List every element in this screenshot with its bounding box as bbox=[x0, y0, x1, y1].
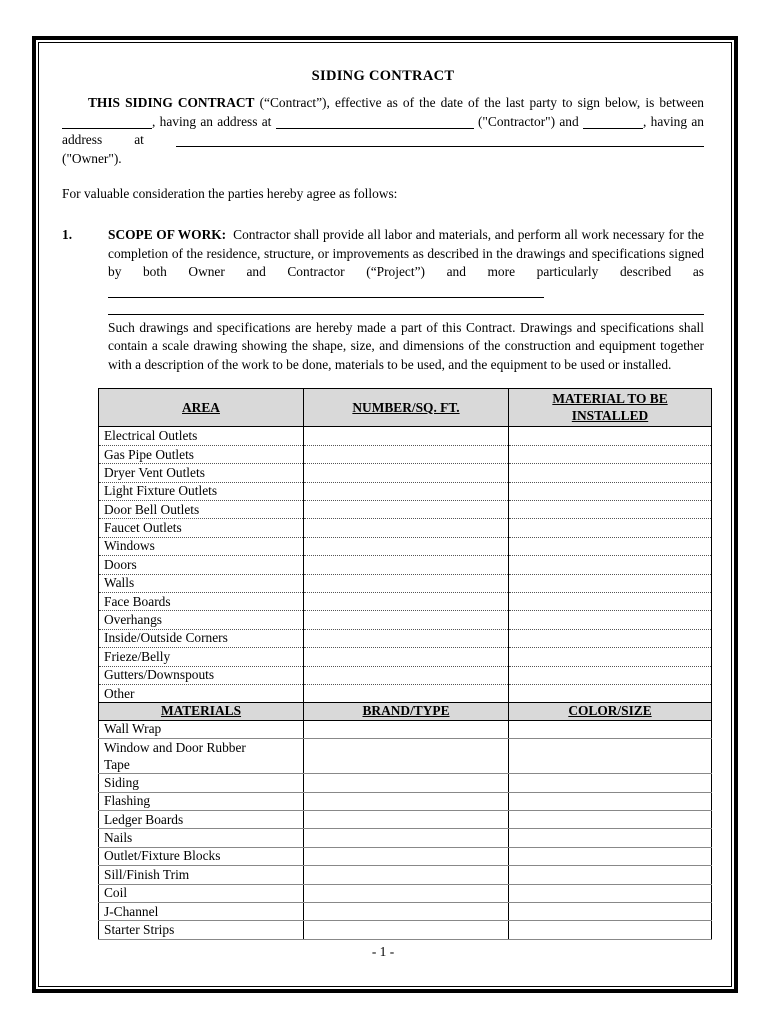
color-size-cell[interactable] bbox=[509, 847, 712, 865]
col-header-number-sqft: NUMBER/SQ. FT. bbox=[304, 389, 509, 427]
number-sqft-cell[interactable] bbox=[304, 574, 509, 592]
color-size-cell[interactable] bbox=[509, 774, 712, 792]
row-label-cell: Ledger Boards bbox=[99, 810, 304, 828]
number-sqft-cell[interactable] bbox=[304, 629, 509, 647]
brand-type-cell[interactable] bbox=[304, 810, 509, 828]
table-row bbox=[99, 427, 712, 445]
row-label-cell: Window and Door Rubber Tape bbox=[99, 739, 304, 774]
table-row bbox=[99, 629, 712, 647]
brand-type-cell[interactable] bbox=[304, 866, 509, 884]
scope-of-work-text: Contractor shall provide all labor and materials, and perform all work necessary for the completion of the residence, structure, or improvements as described in the drawings and specifications signed by both Owner and Contractor (“Project”) and more particularly described as bbox=[108, 226, 704, 280]
number-sqft-cell[interactable] bbox=[304, 556, 509, 574]
brand-type-cell[interactable] bbox=[304, 921, 509, 939]
number-sqft-cell[interactable] bbox=[304, 445, 509, 463]
color-size-cell[interactable] bbox=[509, 921, 712, 939]
number-sqft-cell[interactable] bbox=[304, 611, 509, 629]
col-header-area: AREA bbox=[99, 389, 304, 427]
material-cell[interactable] bbox=[509, 574, 712, 592]
material-cell[interactable] bbox=[509, 556, 712, 574]
material-cell[interactable] bbox=[509, 500, 712, 518]
table-row bbox=[99, 774, 712, 792]
col-header-material-installed: MATERIAL TO BE INSTALLED bbox=[509, 389, 712, 427]
intro-text-2: , having an address at bbox=[152, 113, 276, 129]
color-size-cell[interactable] bbox=[509, 829, 712, 847]
project-description-blank-line2[interactable] bbox=[108, 300, 704, 315]
material-cell[interactable] bbox=[509, 519, 712, 537]
material-cell[interactable] bbox=[509, 482, 712, 500]
material-cell[interactable] bbox=[509, 592, 712, 610]
table-row bbox=[99, 739, 712, 774]
section-1-number: 1. bbox=[62, 226, 73, 242]
table-row bbox=[99, 482, 712, 500]
intro-text-5: ("Owner"). bbox=[62, 150, 122, 166]
row-label-cell: Nails bbox=[99, 829, 304, 847]
row-label-cell: Inside/Outside Corners bbox=[99, 629, 304, 647]
brand-type-cell[interactable] bbox=[304, 774, 509, 792]
row-label-cell: J-Channel bbox=[99, 902, 304, 920]
section-1-heading: SCOPE OF WORK: bbox=[108, 226, 227, 242]
row-label-cell: Outlet/Fixture Blocks bbox=[99, 847, 304, 865]
color-size-cell[interactable] bbox=[509, 739, 712, 774]
material-cell[interactable] bbox=[509, 537, 712, 555]
table-row bbox=[99, 537, 712, 555]
table-row bbox=[99, 720, 712, 738]
drawings-specifications-paragraph: Such drawings and specifications are hereby made a part of this Contract. Drawings and specifications shall contain a scale drawing showing the shape, size, and dimensions of the construction and equipment together with a description of the work to be done, materials to be used, and the equipment to be used or installed. bbox=[108, 319, 704, 372]
section-1-body bbox=[108, 226, 704, 374]
table-row bbox=[99, 464, 712, 482]
row-label-cell: Coil bbox=[99, 884, 304, 902]
number-sqft-cell[interactable] bbox=[304, 482, 509, 500]
table-row bbox=[99, 884, 712, 902]
owner-name-blank[interactable] bbox=[583, 127, 643, 129]
row-label-cell: Sill/Finish Trim bbox=[99, 866, 304, 884]
brand-type-cell[interactable] bbox=[304, 829, 509, 847]
row-label-cell: Electrical Outlets bbox=[99, 427, 304, 445]
row-label-cell: Door Bell Outlets bbox=[99, 500, 304, 518]
materials-header-row bbox=[99, 703, 712, 721]
material-cell[interactable] bbox=[509, 666, 712, 684]
number-sqft-cell[interactable] bbox=[304, 666, 509, 684]
number-sqft-cell[interactable] bbox=[304, 500, 509, 518]
col-header-color-size: COLOR/SIZE bbox=[509, 703, 712, 721]
table-row bbox=[99, 519, 712, 537]
number-sqft-cell[interactable] bbox=[304, 592, 509, 610]
row-label-cell: Doors bbox=[99, 556, 304, 574]
intro-text-1: (“Contract”), effective as of the date of the last party to sign below, is between bbox=[254, 95, 704, 110]
number-sqft-cell[interactable] bbox=[304, 427, 509, 445]
number-sqft-cell[interactable] bbox=[304, 648, 509, 666]
brand-type-cell[interactable] bbox=[304, 739, 509, 774]
consideration-line: For valuable consideration the parties hereby agree as follows: bbox=[62, 186, 398, 202]
row-label-cell: Siding bbox=[99, 774, 304, 792]
row-label-cell: Frieze/Belly bbox=[99, 648, 304, 666]
table-row bbox=[99, 684, 712, 702]
row-label-cell: Gas Pipe Outlets bbox=[99, 445, 304, 463]
table-row bbox=[99, 445, 712, 463]
row-label-cell: Starter Strips bbox=[99, 921, 304, 939]
siding-specification-table bbox=[98, 388, 712, 939]
row-label-cell: Walls bbox=[99, 574, 304, 592]
material-cell[interactable] bbox=[509, 684, 712, 702]
page-number: - 1 - bbox=[371, 943, 395, 959]
color-size-cell[interactable] bbox=[509, 866, 712, 884]
number-sqft-cell[interactable] bbox=[304, 519, 509, 537]
material-cell[interactable] bbox=[509, 464, 712, 482]
color-size-cell[interactable] bbox=[509, 902, 712, 920]
table-row bbox=[99, 556, 712, 574]
color-size-cell[interactable] bbox=[509, 884, 712, 902]
number-sqft-cell[interactable] bbox=[304, 464, 509, 482]
row-label-cell: Wall Wrap bbox=[99, 720, 304, 738]
color-size-cell[interactable] bbox=[509, 810, 712, 828]
number-sqft-cell[interactable] bbox=[304, 684, 509, 702]
table-row bbox=[99, 810, 712, 828]
table-row bbox=[99, 792, 712, 810]
material-cell[interactable] bbox=[509, 629, 712, 647]
row-label-cell: Other bbox=[99, 684, 304, 702]
table-row bbox=[99, 666, 712, 684]
table-row bbox=[99, 574, 712, 592]
intro-text-3: ("Contractor") and bbox=[473, 113, 583, 129]
row-label-cell: Faucet Outlets bbox=[99, 519, 304, 537]
table-row bbox=[99, 648, 712, 666]
area-header-row bbox=[99, 389, 712, 427]
material-cell[interactable] bbox=[509, 648, 712, 666]
brand-type-cell[interactable] bbox=[304, 847, 509, 865]
table-row bbox=[99, 866, 712, 884]
owner-address-blank[interactable] bbox=[176, 145, 704, 147]
material-cell[interactable] bbox=[509, 427, 712, 445]
table-row bbox=[99, 847, 712, 865]
row-label-cell: Face Boards bbox=[99, 592, 304, 610]
contractor-address-blank[interactable] bbox=[276, 127, 474, 129]
intro-text-4: , having an address at bbox=[62, 113, 704, 148]
project-description-blank[interactable] bbox=[108, 296, 544, 298]
row-label-cell: Windows bbox=[99, 537, 304, 555]
table-row bbox=[99, 592, 712, 610]
intro-paragraph bbox=[62, 94, 704, 168]
material-cell[interactable] bbox=[509, 611, 712, 629]
document-title: SIDING CONTRACT bbox=[311, 68, 455, 84]
page-border bbox=[32, 36, 738, 993]
intro-bold-lead: THIS SIDING CONTRACT bbox=[88, 95, 255, 110]
row-label-cell: Overhangs bbox=[99, 611, 304, 629]
row-label-cell: Dryer Vent Outlets bbox=[99, 464, 304, 482]
table-row bbox=[99, 500, 712, 518]
contractor-name-blank[interactable] bbox=[62, 127, 152, 129]
material-cell[interactable] bbox=[509, 445, 712, 463]
row-label-cell: Gutters/Downspouts bbox=[99, 666, 304, 684]
page-inner-border bbox=[38, 42, 732, 987]
row-label-cell: Light Fixture Outlets bbox=[99, 482, 304, 500]
scope-of-work-paragraph bbox=[108, 226, 704, 300]
color-size-cell[interactable] bbox=[509, 720, 712, 738]
brand-type-cell[interactable] bbox=[304, 902, 509, 920]
table-row bbox=[99, 921, 712, 939]
brand-type-cell[interactable] bbox=[304, 884, 509, 902]
col-header-brand-type: BRAND/TYPE bbox=[304, 703, 509, 721]
section-1 bbox=[62, 226, 704, 374]
color-size-cell[interactable] bbox=[509, 792, 712, 810]
document-page bbox=[39, 43, 731, 986]
brand-type-cell[interactable] bbox=[304, 792, 509, 810]
number-sqft-cell[interactable] bbox=[304, 537, 509, 555]
table-row bbox=[99, 829, 712, 847]
table-row bbox=[99, 902, 712, 920]
table-row bbox=[99, 611, 712, 629]
brand-type-cell[interactable] bbox=[304, 720, 509, 738]
row-label-cell: Flashing bbox=[99, 792, 304, 810]
col-header-materials: MATERIALS bbox=[99, 703, 304, 721]
